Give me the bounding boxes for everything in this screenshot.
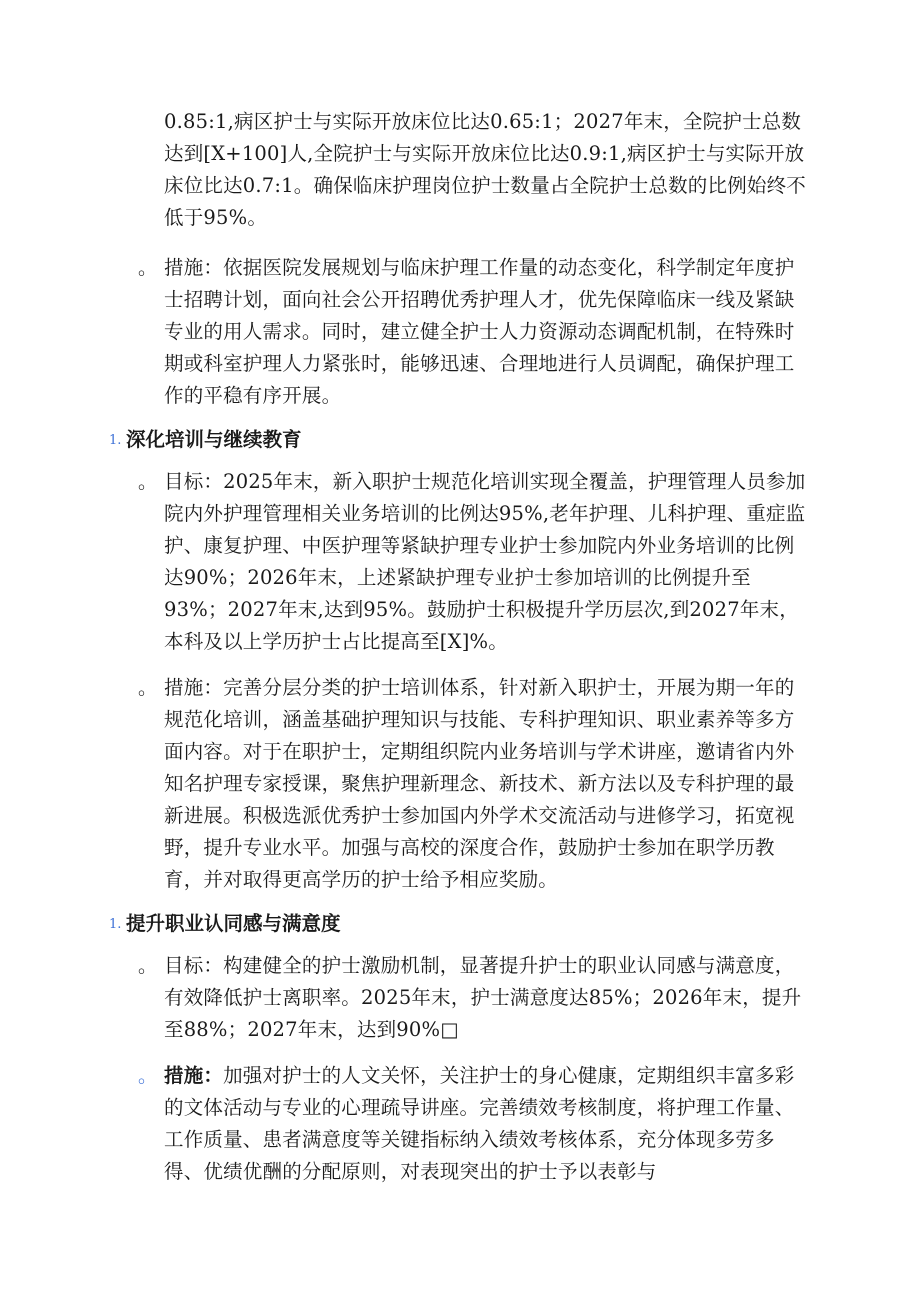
training-goal-item — [138, 466, 812, 658]
staffing-measure-item — [138, 252, 812, 412]
measure-label: 措施： — [164, 1064, 224, 1087]
satisfaction-goal-text: 目标：构建健全的护士激励机制，显著提升护士的职业认同感与满意度，有效降低护士离职率。2025年末，护士满意度达85%；2026年末，提升至88%；2027年末，达到90%□ — [164, 954, 802, 1041]
section-title: 提升职业认同感与满意度 — [126, 912, 341, 935]
satisfaction-goal-item — [138, 950, 812, 1046]
training-measure-item — [138, 672, 812, 896]
list-number: 1. — [109, 433, 122, 448]
satisfaction-measure-text: 加强对护士的人文关怀，关注护士的身心健康，定期组织丰富多彩的文体活动与专业的心理疏导讲座。完善绩效考核制度，将护理工作量、工作质量、患者满意度等关键指标纳入绩效考核体系，充分体现多劳多得、优绩优酬的分配原则，对表现突出的护士予以表彰与 — [164, 1064, 795, 1183]
satisfaction-measure-item — [138, 1060, 812, 1188]
bullet-marker: 。 — [138, 257, 158, 279]
staffing-measure-text: 措施：依据医院发展规划与临床护理工作量的动态变化，科学制定年度护士招聘计划，面向社会公开招聘优秀护理人才，优先保障临床一线及紧缺专业的用人需求。同时，建立健全护士人力资源动态调配机制，在特殊时期或科室护理人力紧张时，能够迅速、合理地进行人员调配，确保护理工作的平稳有序开展。 — [164, 256, 795, 407]
bullet-marker: 。 — [138, 677, 158, 699]
list-number: 1. — [109, 917, 122, 932]
bullet-marker: 。 — [138, 1065, 158, 1087]
training-goal-text: 目标：2025年末，新入职护士规范化培训实现全覆盖，护理管理人员参加院内外护理管理相关业务培训的比例达95%,老年护理、儿科护理、重症监护、康复护理、中医护理等紧缺护理专业护士参加院内外业务培训的比例达90%；2026年末，上述紧缺护理专业护士参加培训的比例提升至93%；2027年末,达到95%。鼓励护士积极提升学历层次,到2027年末，本科及以上学历护士占比提高至[X]%。 — [164, 470, 806, 653]
section-heading-training — [109, 424, 812, 456]
section-heading-satisfaction — [109, 908, 812, 940]
section-title: 深化培训与继续教育 — [126, 428, 302, 451]
bullet-marker: 。 — [138, 471, 158, 493]
training-measure-text: 措施：完善分层分类的护士培训体系，针对新入职护士，开展为期一年的规范化培训，涵盖基础护理知识与技能、专科护理知识、职业素养等多方面内容。对于在职护士，定期组织院内业务培训与学术讲座，邀请省内外知名护理专家授课，聚焦护理新理念、新技术、新方法以及专科护理的最新进展。积极选派优秀护士参加国内外学术交流活动与进修学习，拓宽视野，提升专业水平。加强与高校的深度合作，鼓励护士参加在职学历教育，并对取得更高学历的护士给予相应奖励。 — [164, 676, 795, 891]
staffing-goal-continuation: 0.85:1,病区护士与实际开放床位比达0.65:1；2027年末，全院护士总数达到[X+100]人,全院护士与实际开放床位比达0.9:1,病区护士与实际开放床位比达0.7:1。确保临床护理岗位护士数量占全院护士总数的比例始终不低于95%。 — [164, 110, 806, 229]
bullet-marker: 。 — [138, 955, 158, 977]
